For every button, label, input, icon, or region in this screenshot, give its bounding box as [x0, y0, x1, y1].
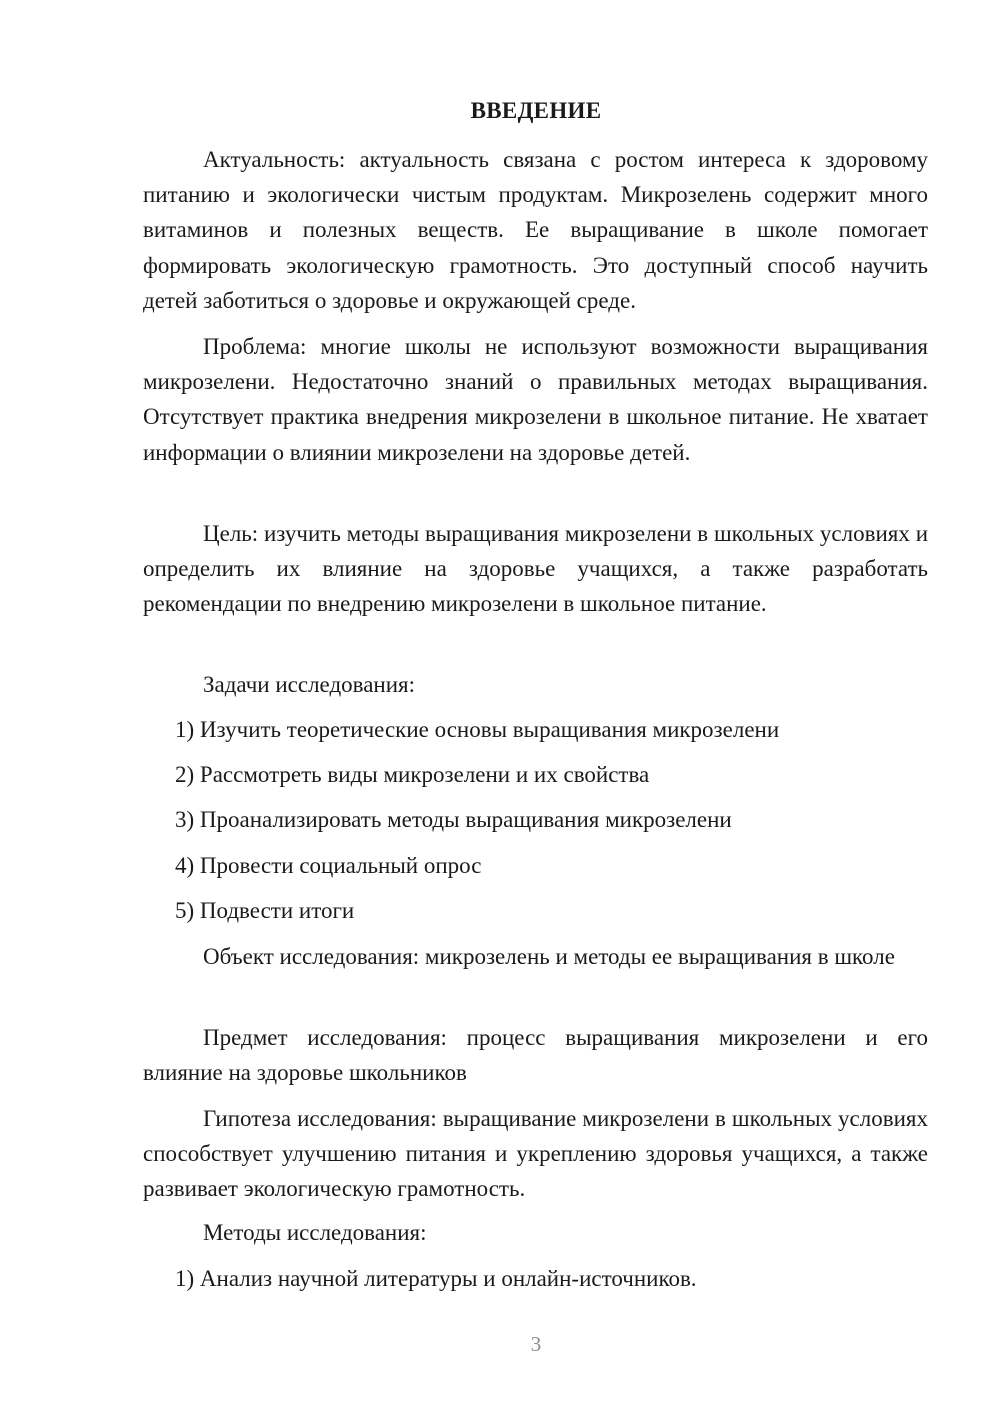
page-title: ВВЕДЕНИЕ [470, 98, 602, 123]
page-number: 3 [530, 1332, 542, 1356]
paragraph-hypothesis: Гипотеза исследования: выращивание микрозелени в школьных условиях способствует улучшению питания и укреплению здоровья учащихся, а также развивает экологическую грамотность. [143, 1106, 928, 1202]
task-item-3: 3) Проанализировать методы выращивания микрозелени [175, 807, 732, 832]
methods-heading: Методы исследования: [203, 1220, 427, 1245]
paragraph-goal: Цель: изучить методы выращивания микрозелени в школьных условиях и определить их влияние на здоровье учащихся, а также разработать рекомендации по внедрению микрозелени в школьное питание. [143, 521, 928, 617]
paragraph-object: Объект исследования: микрозелень и методы ее выращивания в школе [203, 944, 895, 969]
task-item-5: 5) Подвести итоги [175, 898, 355, 923]
method-item-1: 1) Анализ научной литературы и онлайн-источников. [175, 1266, 697, 1291]
task-item-1: 1) Изучить теоретические основы выращивания микрозелени [175, 717, 780, 742]
tasks-heading: Задачи исследования: [203, 672, 416, 697]
paragraph-problem: Проблема: многие школы не используют возможности выращивания микрозелени. Недостаточно знаний о правильных методах выращивания. Отсутствует практика внедрения микрозелени в школьное питание. Не хватает информации о влиянии микрозелени на здоровье детей. [143, 334, 928, 465]
paragraph-relevance: Актуальность: актуальность связана с ростом интереса к здоровому питанию и экологически чистым продуктам. Микрозелень содержит много витаминов и полезных веществ. Ее выращивание в школе помогает формировать экологическую грамотность. Это доступный способ научить детей заботиться о здоровье и окружающей среде. [143, 147, 928, 313]
task-item-4: 4) Провести социальный опрос [175, 853, 482, 878]
task-item-2: 2) Рассмотреть виды микрозелени и их свойства [175, 762, 650, 787]
paragraph-subject: Предмет исследования: процесс выращивания микрозелени и его влияние на здоровье школьников [143, 1025, 928, 1086]
